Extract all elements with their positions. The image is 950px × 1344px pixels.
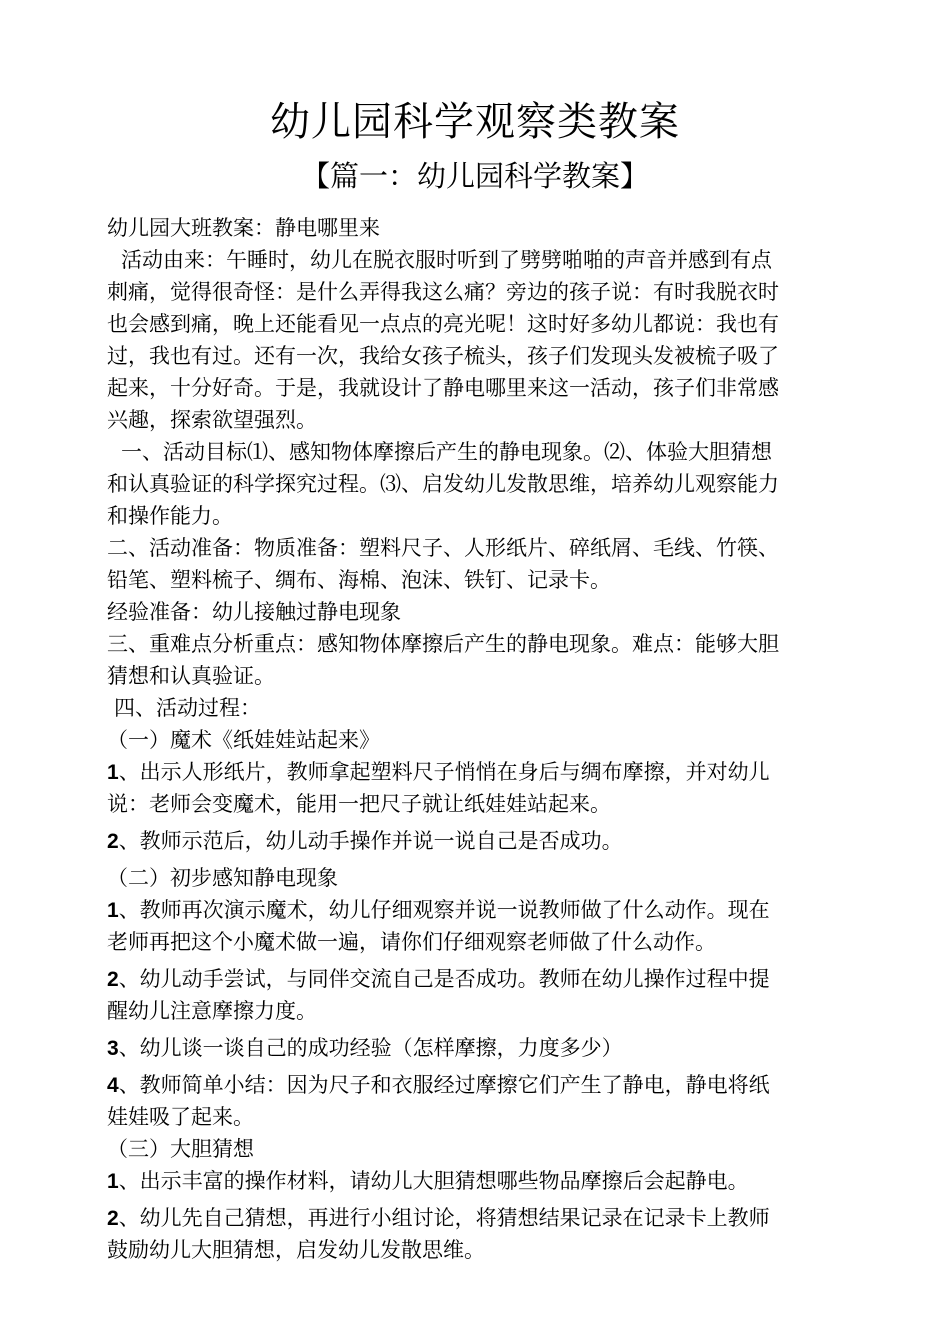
item-number: 4 (107, 1074, 119, 1097)
text-line: 醒幼儿注意摩擦力度。 (107, 999, 317, 1023)
text-line: 和认真验证的科学探究过程。⑶、启发幼儿发散思维，培养幼儿观察能力 (107, 472, 779, 496)
text-line: 二、活动准备：物质准备：塑料尺子、人形纸片、碎纸屑、毛线、竹筷、 (107, 536, 779, 560)
numbered-item-line (107, 894, 859, 926)
numbered-item-line (107, 1032, 859, 1064)
numbered-item-line (107, 756, 859, 788)
item-text: 、幼儿先自己猜想，再进行小组讨论，将猜想结果记录在记录卡上教师 (118, 1206, 770, 1230)
text-line: 兴趣，探索欲望强烈。 (107, 408, 317, 432)
item-text: 、教师简单小结：因为尺子和衣服经过摩擦它们产生了静电，静电将纸 (118, 1073, 770, 1097)
document-body (107, 212, 859, 1266)
numbered-item-line (107, 825, 859, 857)
section-heading: （二）初步感知静电现象 (107, 866, 338, 890)
item-number: 1 (107, 1170, 119, 1193)
item-number: 2 (107, 968, 119, 991)
text-line: 铅笔、塑料梳子、绸布、海棉、泡沫、铁钉、记录卡。 (107, 568, 611, 592)
text-line: 一、活动目标⑴、感知物体摩擦后产生的静电现象。⑵、体验大胆猜想 (121, 440, 772, 464)
item-text: 、出示人形纸片，教师拿起塑料尺子悄悄在身后与绸布摩擦，并对幼儿 (118, 760, 770, 784)
text-line: 和操作能力。 (107, 504, 233, 528)
item-number: 3 (107, 1037, 119, 1060)
text-line: 过，我也有过。还有一次，我给女孩子梳头，孩子们发现头发被梳子吸了 (107, 344, 779, 368)
numbered-item-line (107, 963, 859, 995)
text-line: 起来，十分好奇。于是，我就设计了静电哪里来这一活动，孩子们非常感 (107, 376, 779, 400)
item-number: 2 (107, 1207, 119, 1230)
numbered-item-line (107, 1069, 859, 1101)
text-line: 娃娃吸了起来。 (107, 1105, 254, 1129)
item-text: 、教师再次演示魔术，幼儿仔细观察并说一说教师做了什么动作。现在 (118, 898, 770, 922)
section-heading: （一）魔术《纸娃娃站起来》 (107, 728, 380, 752)
item-text: 、幼儿谈一谈自己的成功经验（怎样摩擦，力度多少） (118, 1036, 623, 1060)
text-line: 活动由来：午睡时，幼儿在脱衣服时听到了劈劈啪啪的声音并感到有点 (121, 248, 772, 272)
text-line: 说：老师会变魔术，能用一把尺子就让纸娃娃站起来。 (107, 792, 611, 816)
document-subtitle: 【篇一：幼儿园科学教案】 (300, 159, 649, 193)
item-number: 2 (107, 830, 119, 853)
item-text: 、幼儿动手尝试，与同伴交流自己是否成功。教师在幼儿操作过程中提 (118, 967, 770, 991)
text-line: 鼓励幼儿大胆猜想，启发幼儿发散思维。 (107, 1238, 485, 1262)
text-line: 四、活动过程： (114, 696, 261, 720)
text-line: 三、重难点分析重点：感知物体摩擦后产生的静电现象。难点：能够大胆 (107, 632, 779, 656)
text-line: 刺痛，觉得很奇怪：是什么弄得我这么痛？旁边的孩子说：有时我脱衣时 (107, 280, 779, 304)
item-text: 、教师示范后，幼儿动手操作并说一说自己是否成功。 (118, 829, 623, 853)
section-heading: （三）大胆猜想 (107, 1137, 254, 1161)
item-number: 1 (107, 761, 119, 784)
text-line: 经验准备：幼儿接触过静电现象 (107, 600, 401, 624)
text-line: 猜想和认真验证。 (107, 664, 275, 688)
document-title: 幼儿园科学观察类教案 (270, 99, 680, 145)
text-line: 也会感到痛，晚上还能看见一点点的亮光呢！这时好多幼儿都说：我也有 (107, 312, 779, 336)
text-line: 幼儿园大班教案：静电哪里来 (107, 216, 380, 240)
numbered-item-line (107, 1202, 859, 1234)
item-number: 1 (107, 899, 119, 922)
text-line: 老师再把这个小魔术做一遍，请你们仔细观察老师做了什么动作。 (107, 930, 716, 954)
item-text: 、出示丰富的操作材料，请幼儿大胆猜想哪些物品摩擦后会起静电。 (118, 1169, 749, 1193)
numbered-item-line (107, 1165, 859, 1197)
